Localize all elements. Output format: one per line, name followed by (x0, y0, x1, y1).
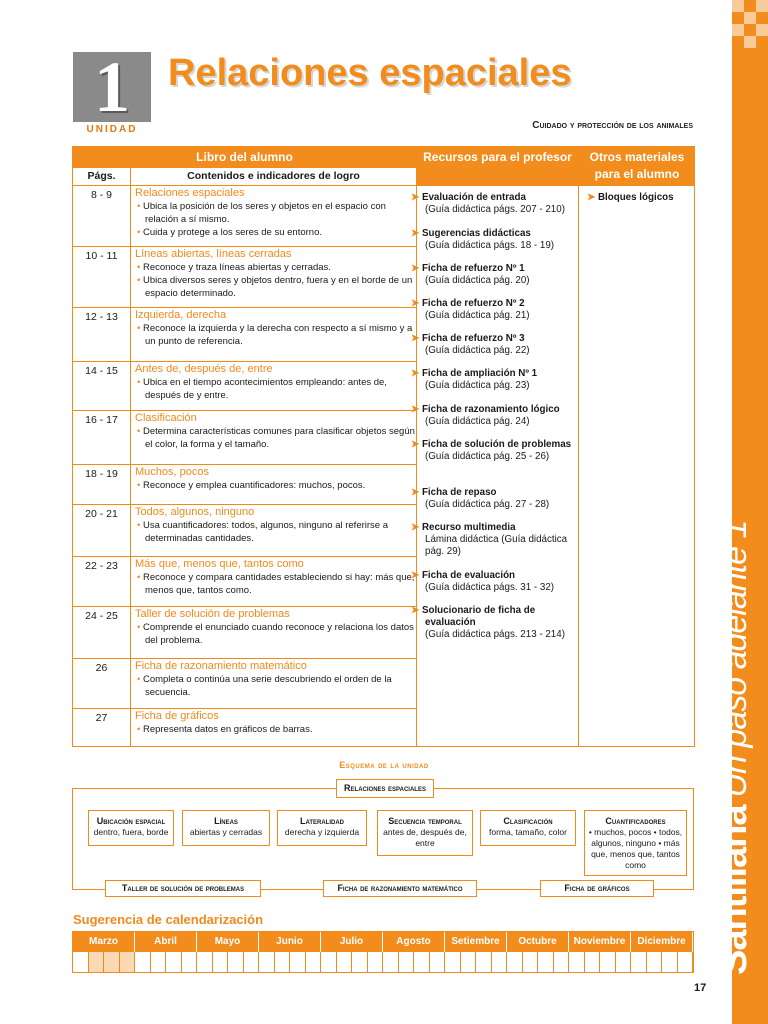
row-bullet: • Ubica la posición de los seres y objetos en el espacio con relación a sí mismo. (135, 200, 415, 226)
calendar-week-cell (73, 952, 89, 972)
resource-item (421, 298, 585, 322)
schema-line (693, 788, 694, 890)
row-divider (73, 556, 416, 557)
row-divider (73, 246, 416, 247)
calendar-month: Setiembre (445, 932, 507, 952)
row-content (135, 309, 415, 348)
calendar-week-cell (631, 952, 647, 972)
calendar-week-cell (182, 952, 198, 972)
row-pages: 22 - 23 (85, 560, 118, 572)
calendar-week-cell (616, 952, 632, 972)
schema-node (584, 810, 687, 876)
resource-title: ➤ Recurso multimedia (425, 522, 585, 534)
calendar-week-cell (585, 952, 601, 972)
row-content (135, 558, 415, 597)
schema-node (182, 810, 270, 846)
row-title: Relaciones espaciales (135, 187, 245, 199)
schema-node-title: Cuantificadores (605, 816, 666, 826)
row-title: Más que, menos que, tantos como (135, 558, 304, 570)
other-item (597, 192, 691, 204)
row-bullet: • Reconoce y emplea cuantificadores: muchos, pocos. (135, 479, 415, 492)
schema-node (480, 810, 576, 846)
schema-node-desc: antes de, después de, entre (383, 827, 467, 848)
row-title: Clasificación (135, 412, 197, 424)
resource-sub: (Guía didáctica pág. 23) (425, 380, 530, 391)
calendar-week-cell (600, 952, 616, 972)
resource-title: ➤ Ficha de evaluación (425, 570, 585, 582)
resource-title: ➤ Ficha de ampliación Nº 1 (425, 368, 585, 380)
row-pages: 16 - 17 (85, 414, 118, 426)
schema-root-label: Relaciones espaciales (344, 783, 426, 793)
page-number: 17 (694, 982, 707, 994)
schema-bottom-label: Ficha de gráficos (564, 883, 630, 893)
schema-root (336, 779, 434, 798)
resource-item (421, 192, 585, 216)
calendar-week-cell (523, 952, 539, 972)
row-content (135, 363, 415, 402)
side-checker-pattern (732, 0, 768, 60)
page-title: Relaciones espaciales (168, 52, 572, 94)
resource-sub: Lámina didáctica (Guía didáctica pág. 29) (425, 534, 568, 557)
row-bullet: • Determina características comunes para clasificar objetos según el color, la forma y el tamaño. (135, 425, 415, 451)
calendar-week-cell (213, 952, 229, 972)
header-student-book: Libro del alumno (73, 147, 416, 167)
schema-node-desc: abiertas y cerradas (189, 827, 263, 837)
calendar-week-cell (507, 952, 523, 972)
calendar-month: Julio (321, 932, 383, 952)
resource-item (421, 605, 585, 641)
header-other: Otros materiales para el alumno (579, 147, 695, 185)
subtitle: Cuidado y protección de los animales (532, 120, 693, 131)
calendar-week-cell (554, 952, 570, 972)
schema-node-title: Lateralidad (299, 816, 345, 826)
calendar-week-cell (197, 952, 213, 972)
calendar-week-cell (399, 952, 415, 972)
row-bullet: • Representa datos en gráficos de barras. (135, 723, 415, 736)
resource-item (421, 228, 585, 252)
row-divider (73, 708, 416, 709)
schema-node-desc: forma, tamaño, color (489, 827, 567, 837)
row-title: Taller de solución de problemas (135, 608, 290, 620)
schema-line (477, 889, 540, 890)
calendar-week-cell (662, 952, 678, 972)
row-pages: 24 - 25 (85, 610, 118, 622)
schema-node-title: Clasificación (503, 816, 553, 826)
row-divider (73, 464, 416, 465)
calendar-month: Agosto (383, 932, 445, 952)
calendar-week-cell (321, 952, 337, 972)
schema-line (434, 788, 694, 789)
calendar-title: Sugerencia de calendarización (73, 912, 264, 927)
resource-title: ➤ Ficha de repaso (425, 487, 585, 499)
row-content (135, 412, 415, 451)
row-content (135, 660, 415, 699)
schema-line (654, 889, 694, 890)
schema-line (261, 889, 323, 890)
schema-bottom-node (323, 880, 477, 897)
resource-item (421, 263, 585, 287)
resource-item (421, 522, 585, 558)
resource-title: ➤ Sugerencias didácticas (425, 228, 585, 240)
resource-title: ➤ Ficha de refuerzo Nº 3 (425, 333, 585, 345)
header-contents: Contenidos e indicadores de logro (187, 170, 360, 182)
row-divider (73, 410, 416, 411)
schema-line (72, 889, 105, 890)
row-title: Muchos, pocos (135, 466, 209, 478)
resource-item (421, 487, 585, 511)
row-pages: 8 - 9 (90, 189, 112, 201)
side-brand (713, 521, 756, 975)
calendar-month: Noviembre (569, 932, 631, 952)
calendar-week-cell (244, 952, 260, 972)
resource-sub: (Guía didáctica págs. 213 - 214) (425, 629, 565, 640)
resource-title: ➤ Ficha de refuerzo Nº 1 (425, 263, 585, 275)
brand-series: Un paso adelante 1 (716, 520, 754, 798)
calendar-week-cell (337, 952, 353, 972)
header-pages: Págs. (87, 170, 116, 182)
resource-sub: (Guía didáctica pág. 24) (425, 416, 530, 427)
row-content (135, 466, 415, 492)
row-pages: 12 - 13 (85, 311, 118, 323)
row-content (135, 248, 415, 300)
schema-bottom-node (105, 880, 261, 897)
resource-sub: (Guía didáctica pág. 27 - 28) (425, 499, 550, 510)
resource-item (421, 333, 585, 357)
row-bullet: • Ubica diversos seres y objetos dentro, fuera y en el borde de un espacio determinado. (135, 274, 415, 300)
row-divider (73, 307, 416, 308)
calendar-week-cell (445, 952, 461, 972)
row-bullet: • Cuida y protege a los seres de su entorno. (135, 226, 415, 239)
schema-node-title: Ubicación espacial (96, 816, 166, 826)
row-pages: 26 (95, 662, 108, 674)
calendar-week-cell (569, 952, 585, 972)
calendar-week-cell (275, 952, 291, 972)
schema-node (377, 810, 473, 856)
row-content (135, 187, 415, 239)
row-title: Ficha de gráficos (135, 710, 219, 722)
row-bullet: • Comprende el enunciado cuando reconoce y relaciona los datos del problema. (135, 621, 415, 647)
row-title: Líneas abiertas, líneas cerradas (135, 248, 292, 260)
schema-node (88, 810, 174, 846)
calendar-week-cell (678, 952, 694, 972)
calendar-table (72, 931, 694, 973)
resource-title: ➤ Evaluación de entrada (425, 192, 585, 204)
calendar-week-cell (368, 952, 384, 972)
resource-title: ➤ Ficha de solución de problemas (425, 439, 585, 451)
resource-sub: (Guía didáctica pág. 20) (425, 275, 530, 286)
calendar-week-cell (290, 952, 306, 972)
resource-sub: (Guía didáctica págs. 207 - 210) (425, 204, 565, 215)
row-bullet: • Reconoce la izquierda y la derecha con respecto a sí mismo y a un punto de referencia. (135, 322, 415, 348)
row-pages: 18 - 19 (85, 468, 118, 480)
row-bullet: • Reconoce y traza líneas abiertas y cerradas. (135, 261, 415, 274)
resource-sub: (Guía didáctica págs. 31 - 32) (425, 582, 555, 593)
resource-sub: (Guía didáctica pág. 21) (425, 310, 530, 321)
row-pages: 10 - 11 (85, 250, 118, 262)
row-pages: 27 (95, 712, 108, 724)
row-divider (73, 606, 416, 607)
calendar-month: Octubre (507, 932, 569, 952)
calendar-week-cell (259, 952, 275, 972)
resource-title: ➤ Ficha de refuerzo Nº 2 (425, 298, 585, 310)
unit-label: UNIDAD (86, 124, 138, 135)
calendar-weeks (73, 952, 693, 972)
schema-bottom-label: Taller de solución de problemas (121, 883, 245, 893)
calendar-week-cell (228, 952, 244, 972)
calendar-week-cell (383, 952, 399, 972)
row-divider (73, 504, 416, 505)
schema-node-title: Secuencia temporal (388, 816, 462, 826)
calendar-month: Marzo (73, 932, 135, 952)
schema-node-desc: dentro, fuera, borde (93, 827, 169, 837)
unit-box (73, 47, 151, 127)
row-divider (73, 658, 416, 659)
schema-line (72, 788, 336, 789)
calendar-week-cell (104, 952, 120, 972)
unit-number: 1 (94, 47, 130, 127)
main-table (72, 146, 695, 747)
row-title: Izquierda, derecha (135, 309, 227, 321)
schema-node-title: Líneas (214, 816, 238, 826)
other-title: ➤ Bloques lógicos (601, 192, 691, 204)
resource-sub: (Guía didáctica págs. 18 - 19) (425, 240, 555, 251)
schema-node-desc: derecha y izquierda (284, 827, 360, 837)
calendar-week-cell (151, 952, 167, 972)
calendar-week-cell (352, 952, 368, 972)
resource-sub: (Guía didáctica pág. 25 - 26) (425, 451, 550, 462)
row-bullet: • Completa o continúa una serie descubriendo el orden de la secuencia. (135, 673, 415, 699)
schema-bottom-label: Ficha de razonamiento matemático (337, 883, 463, 893)
resource-sub: (Guía didáctica pág. 22) (425, 345, 530, 356)
resource-title: ➤ Solucionario de ficha de evaluación (425, 605, 585, 629)
row-divider (73, 361, 416, 362)
calendar-week-cell (135, 952, 151, 972)
row-content (135, 506, 415, 545)
row-title: Todos, algunos, ninguno (135, 506, 255, 518)
schema-node-desc: • muchos, pocos • todos, algunos, ninguno • más que, menos que, tantos como (588, 827, 683, 870)
calendar-week-cell (120, 952, 136, 972)
calendar-week-cell (492, 952, 508, 972)
calendar-week-cell (461, 952, 477, 972)
calendar-month: Abril (135, 932, 197, 952)
row-content (135, 710, 415, 736)
calendar-week-cell (476, 952, 492, 972)
schema-line (72, 788, 73, 890)
calendar-week-cell (647, 952, 663, 972)
row-bullet: • Reconoce y compara cantidades estableciendo si hay: más que, menos que, tantos como. (135, 571, 415, 597)
resource-item (421, 368, 585, 392)
row-title: Ficha de razonamiento matemático (135, 660, 307, 672)
row-pages: 20 - 21 (85, 508, 118, 520)
row-bullet: • Ubica en el tiempo acontecimientos empleando: antes de, después de y entre. (135, 376, 415, 402)
calendar-month: Diciembre (631, 932, 693, 952)
resource-item (421, 570, 585, 594)
resource-item (421, 404, 585, 428)
calendar-week-cell (430, 952, 446, 972)
row-content (135, 608, 415, 647)
schema-title: Esquema de la unidad (339, 760, 429, 770)
row-title: Antes de, después de, entre (135, 363, 273, 375)
brand-name: Santillana (713, 805, 755, 975)
resource-title: ➤ Ficha de razonamiento lógico (425, 404, 585, 416)
calendar-week-cell (166, 952, 182, 972)
schema-bottom-node (540, 880, 654, 897)
calendar-months (73, 932, 693, 952)
calendar-week-cell (414, 952, 430, 972)
calendar-week-cell (538, 952, 554, 972)
resource-item (421, 439, 585, 463)
calendar-week-cell (306, 952, 322, 972)
calendar-week-cell (89, 952, 105, 972)
calendar-month: Mayo (197, 932, 259, 952)
calendar-month: Junio (259, 932, 321, 952)
schema-node (277, 810, 367, 846)
header-resources: Recursos para el profesor (417, 147, 578, 185)
row-pages: 14 - 15 (85, 365, 118, 377)
row-bullet: • Usa cuantificadores: todos, algunos, ninguno al referirse a determinadas cantidades. (135, 519, 415, 545)
